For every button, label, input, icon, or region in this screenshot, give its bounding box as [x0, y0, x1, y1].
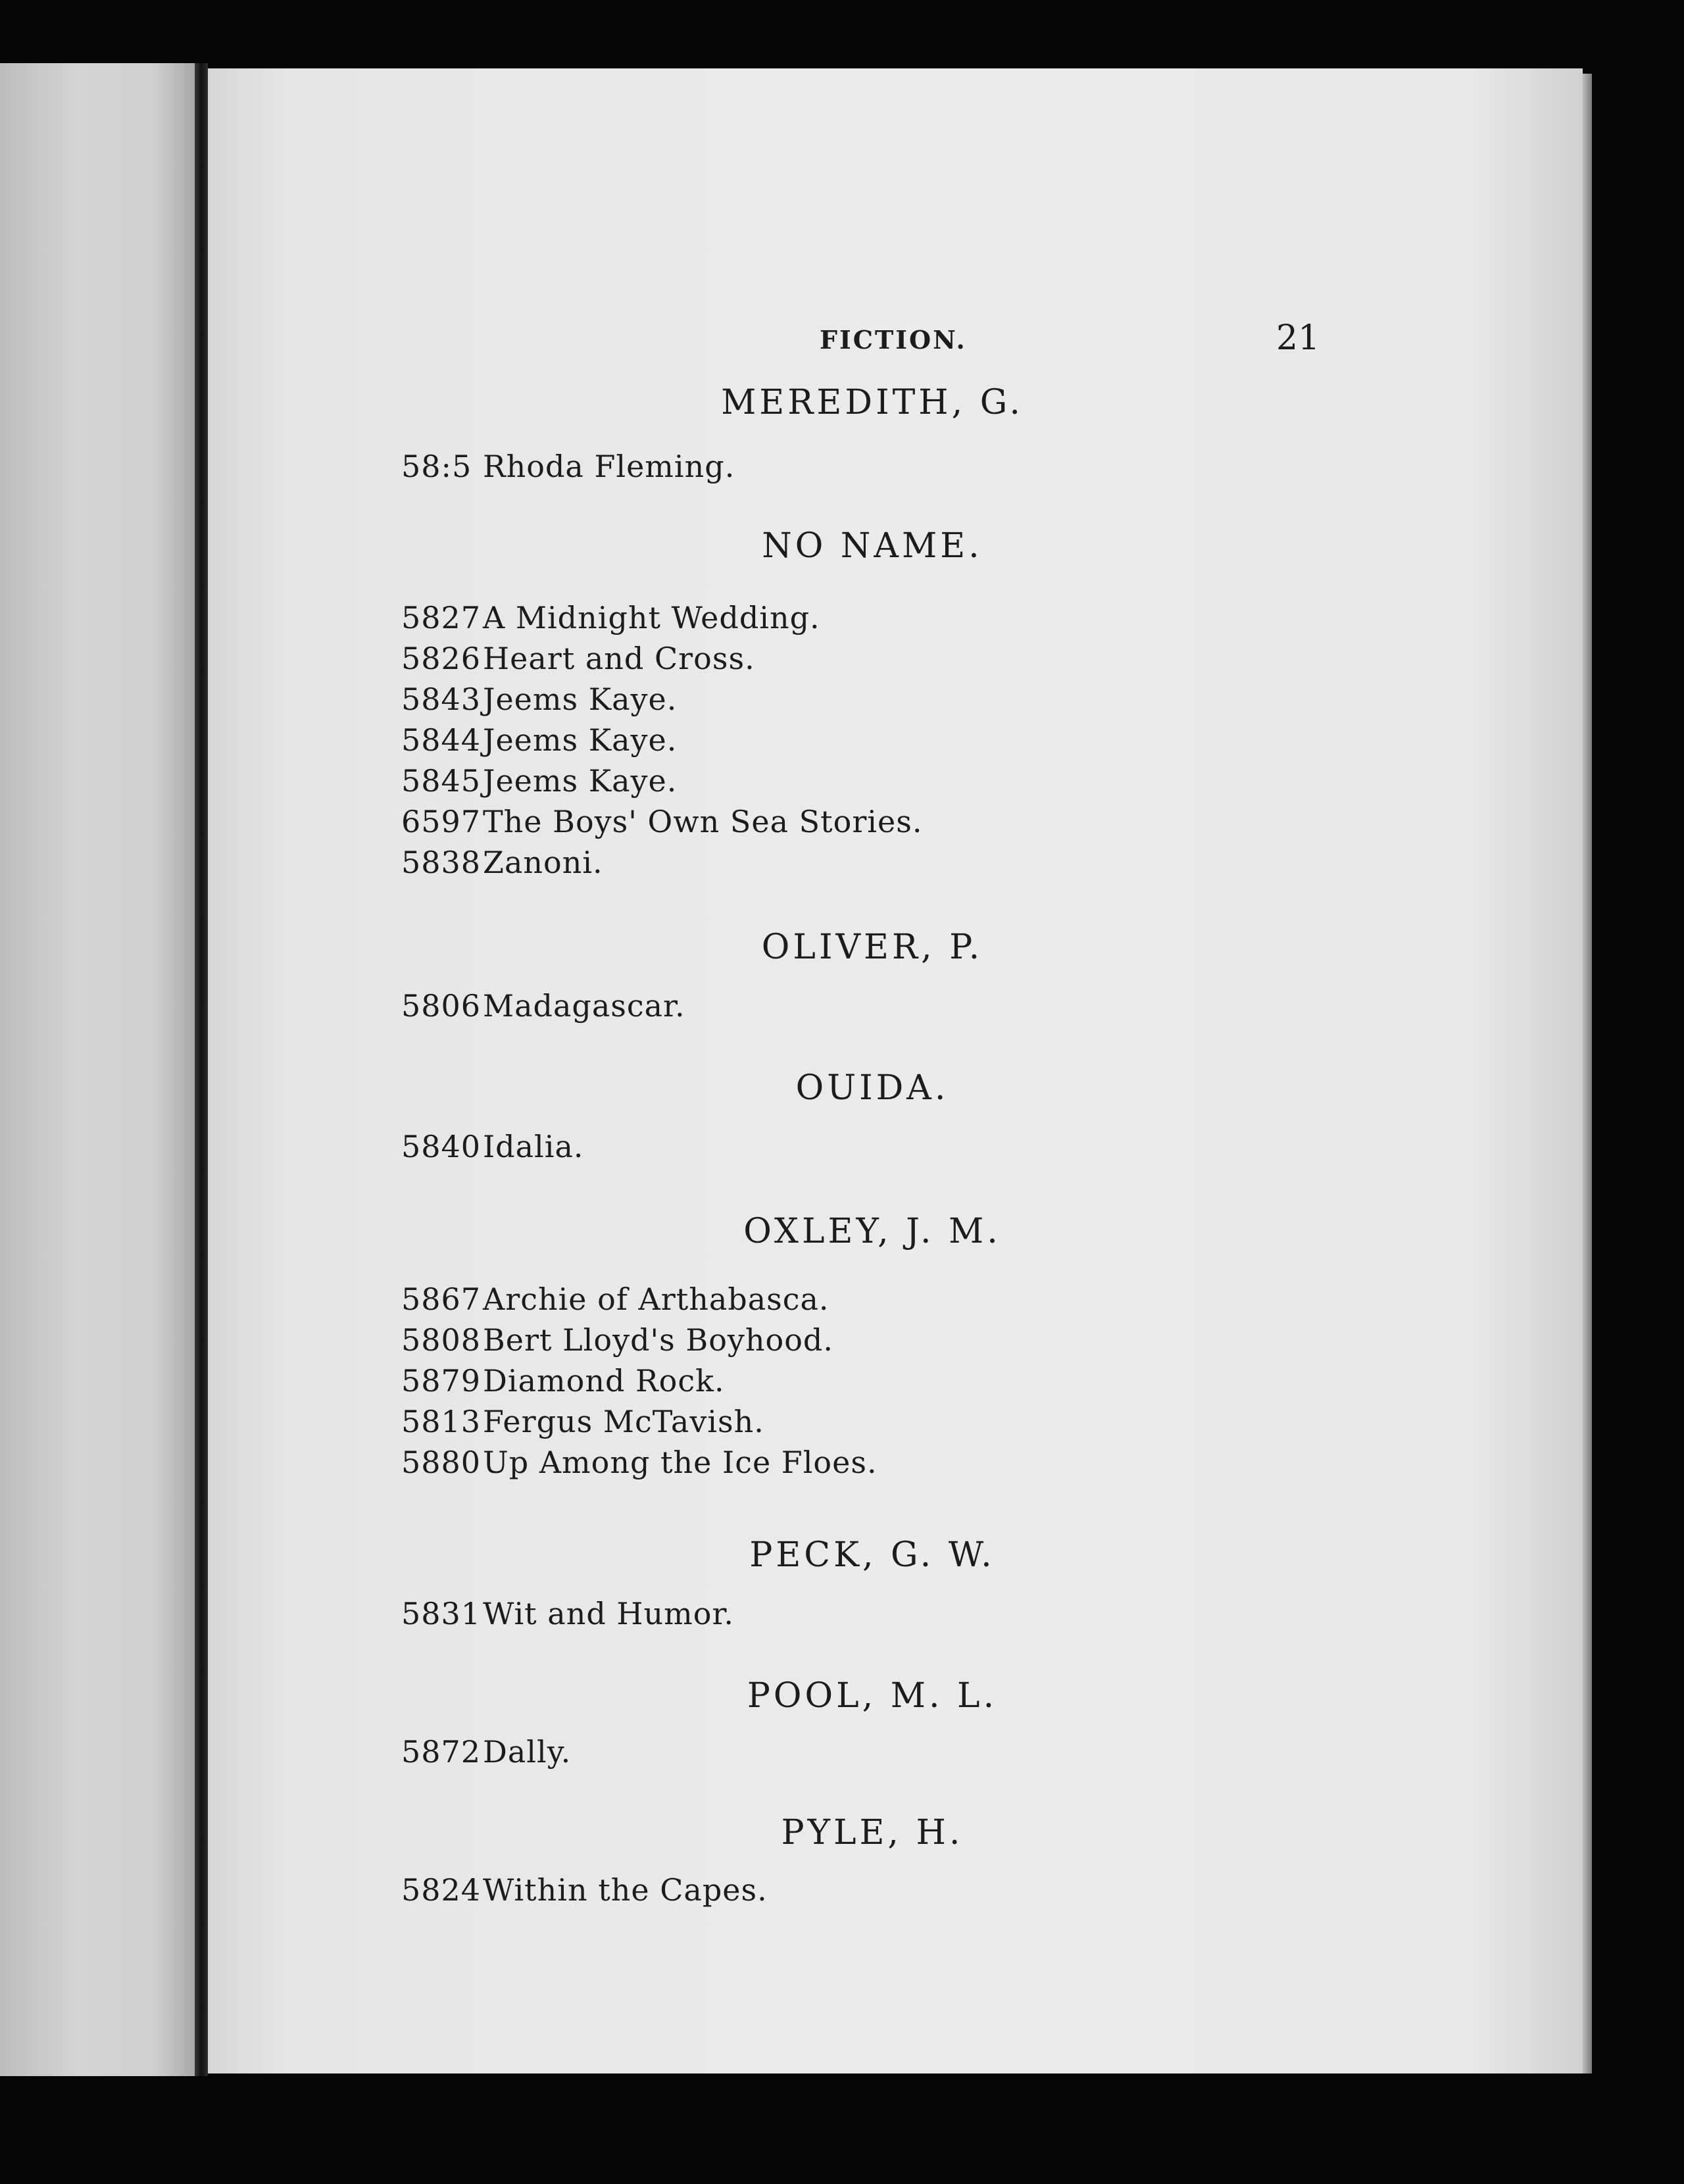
catalog-entry — [401, 1281, 830, 1317]
catalog-entry — [401, 1596, 734, 1631]
entry-title: Dally. — [483, 1734, 572, 1770]
catalog-entry — [401, 1404, 764, 1439]
entry-number: 5813 — [401, 1404, 482, 1439]
entry-number: 5844 — [401, 722, 482, 758]
catalog-entry — [401, 722, 677, 758]
catalog-entry — [401, 1445, 878, 1480]
entry-title: A Midnight Wedding. — [483, 600, 820, 635]
book-page — [208, 68, 1583, 2073]
entry-title: Archie of Arthabasca. — [483, 1281, 830, 1317]
entry-title: Fergus McTavish. — [483, 1404, 764, 1439]
catalog-entry — [401, 682, 677, 717]
catalog-entry — [401, 1363, 725, 1399]
entry-number: 5867 — [401, 1281, 482, 1317]
entry-number: 5843 — [401, 682, 482, 717]
entry-number: 5824 — [401, 1872, 482, 1908]
entry-title: Jeems Kaye. — [483, 763, 678, 799]
entry-title: Zanoni. — [483, 845, 603, 880]
entry-number: 5826 — [401, 641, 482, 676]
catalog-entry — [401, 763, 677, 799]
entry-number: 58:5 — [401, 449, 472, 484]
entry-number: 5838 — [401, 845, 482, 880]
catalog-entry — [401, 1322, 833, 1358]
entry-number: 5840 — [401, 1129, 482, 1164]
entry-title: Bert Lloyd's Boyhood. — [483, 1322, 833, 1358]
entry-title: Jeems Kaye. — [483, 682, 678, 717]
entry-title: The Boys' Own Sea Stories. — [483, 804, 923, 839]
entry-number: 5879 — [401, 1363, 482, 1399]
entry-title: Jeems Kaye. — [483, 722, 678, 758]
entry-number: 5845 — [401, 763, 482, 799]
entry-title: Rhoda Fleming. — [483, 449, 735, 484]
facing-page — [0, 63, 195, 2076]
catalog-entry — [401, 600, 820, 635]
catalog-entry — [401, 845, 603, 880]
entry-number: 5872 — [401, 1734, 482, 1770]
catalog-entry — [401, 449, 735, 484]
catalog-entry — [401, 641, 755, 676]
catalog-entry — [401, 804, 922, 839]
entry-title: Idalia. — [483, 1129, 584, 1164]
entry-number: 5808 — [401, 1322, 482, 1358]
author-heading: OXLEY, J. M. — [743, 1212, 1001, 1251]
page-edge — [1583, 74, 1592, 2073]
entry-number: 5806 — [401, 988, 482, 1024]
entry-number: 6597 — [401, 804, 482, 839]
book-gutter — [195, 63, 208, 2076]
entry-title: Within the Capes. — [483, 1872, 768, 1908]
author-heading: PYLE, H. — [781, 1813, 964, 1852]
running-head — [208, 318, 1583, 358]
running-title: FICTION. — [820, 325, 967, 355]
entry-title: Heart and Cross. — [483, 641, 755, 676]
entry-title: Up Among the Ice Floes. — [483, 1445, 878, 1480]
entry-title: Wit and Humor. — [483, 1596, 735, 1631]
catalog-entry — [401, 1734, 571, 1770]
author-heading: PECK, G. W. — [749, 1535, 995, 1575]
catalog-entry — [401, 988, 685, 1024]
author-heading: OUIDA. — [795, 1068, 949, 1108]
author-heading: MEREDITH, G. — [721, 383, 1024, 422]
author-heading: OLIVER, P. — [761, 928, 983, 967]
author-heading: NO NAME. — [762, 526, 983, 566]
catalog-entry — [401, 1872, 768, 1908]
entry-number: 5831 — [401, 1596, 482, 1631]
entry-title: Madagascar. — [483, 988, 685, 1024]
entry-number: 5880 — [401, 1445, 482, 1480]
author-heading: POOL, M. L. — [747, 1676, 998, 1716]
entry-title: Diamond Rock. — [483, 1363, 725, 1399]
page-number: 21 — [1276, 318, 1320, 358]
catalog-entry — [401, 1129, 584, 1164]
entry-number: 5827 — [401, 600, 482, 635]
